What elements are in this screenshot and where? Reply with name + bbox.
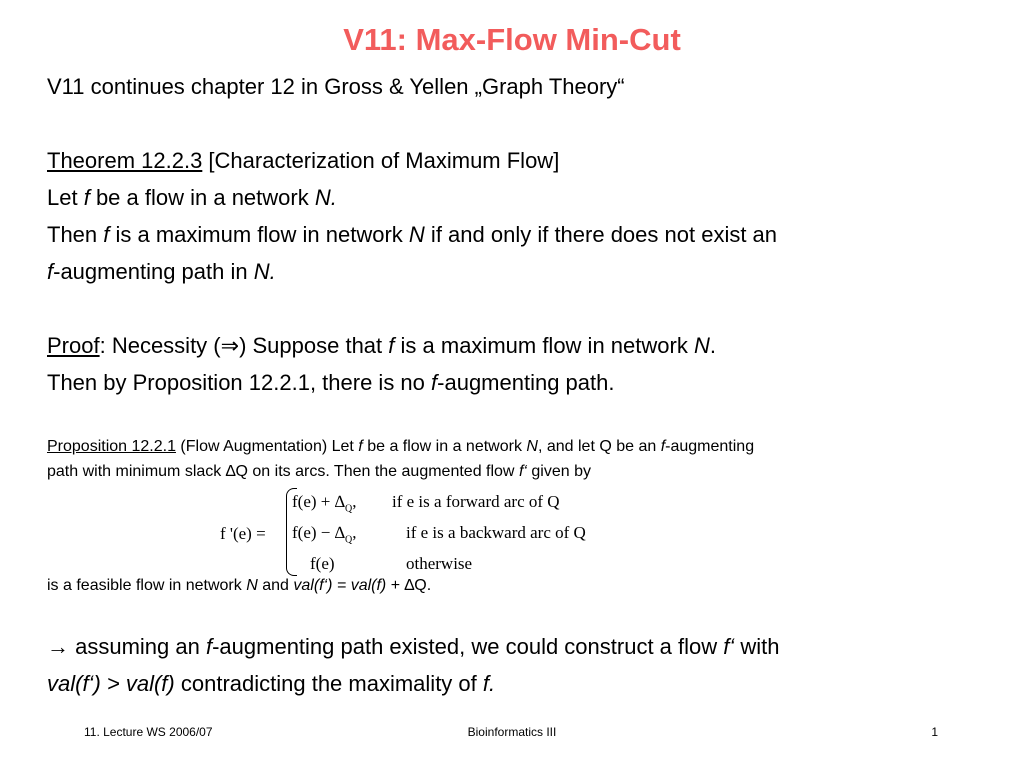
formula-case-otherwise: f(e) (310, 554, 335, 573)
conclusion-line-2: val(f‘) > val(f) contradicting the maximality of f. (47, 671, 496, 696)
footer-page-number: 1 (931, 725, 938, 739)
proof-label: Proof (47, 333, 100, 358)
formula-cond-backward: if e is a backward arc of Q (406, 523, 586, 542)
proof-line-1: Proof: Necessity (⇒) Suppose that f is a maximum flow in network N. (47, 333, 716, 358)
footer-course: Bioinformatics III (467, 725, 557, 739)
proof-line-2: Then by Proposition 12.2.1, there is no f-augmenting path. (47, 370, 615, 395)
theorem-line-1: Let f be a flow in a network N. (47, 185, 337, 210)
slide-title: V11: Max-Flow Min-Cut (343, 22, 681, 57)
formula-case-backward: $f(e) - \Delta_Q$, (292, 523, 357, 546)
proposition-line-1: Proposition 12.2.1 (Flow Augmentation) Let f be a flow in a network N, and let Q be an f-augmenting (47, 438, 755, 455)
proposition-label: Proposition 12.2.1 (47, 438, 176, 455)
theorem-heading: Theorem 12.2.3 [Characterization of Maximum Flow] (47, 148, 560, 173)
proposition-line-3: is a feasible flow in network N and val(f‘) = val(f) + ∆Q. (47, 577, 432, 594)
theorem-line-2: Then f is a maximum flow in network N if and only if there does not exist an (47, 222, 778, 247)
conclusion-line-1: → assuming an f-augmenting path existed, we could construct a flow f‘ with (47, 634, 780, 659)
formula-lhs: f '(e) = (220, 524, 266, 543)
intro-text: V11 continues chapter 12 in Gross & Yellen „Graph Theory“ (47, 74, 625, 99)
formula-cond-otherwise: otherwise (406, 554, 473, 573)
formula-case-forward: $f(e) + \Delta_Q$, (292, 492, 357, 515)
implies-symbol: ⇒ (220, 333, 240, 358)
theorem-line-3: f-augmenting path in N. (47, 259, 276, 284)
theorem-label: Theorem 12.2.3 (47, 148, 203, 173)
right-arrow-icon: → (47, 634, 69, 659)
formula-cond-forward: if e is a forward arc of Q (392, 492, 560, 511)
footer-lecture: 11. Lecture WS 2006/07 (84, 725, 213, 739)
proposition-line-2: path with minimum slack ∆Q on its arcs. Then the augmented flow f‘ given by (47, 463, 591, 480)
